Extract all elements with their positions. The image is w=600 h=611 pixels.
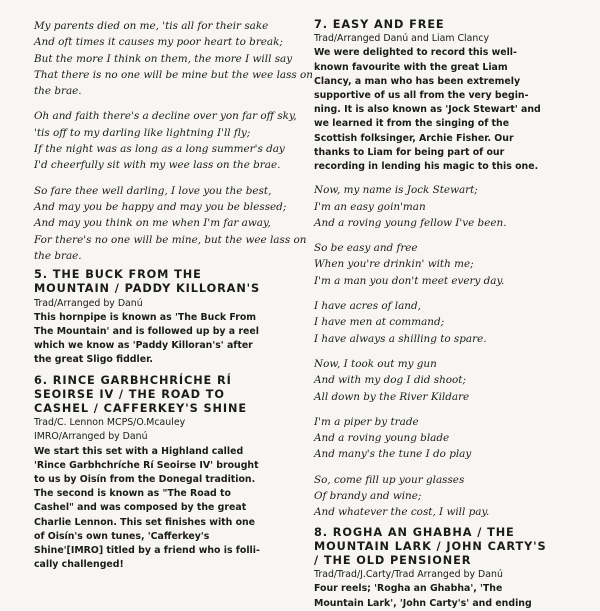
track-5-section [34, 268, 296, 367]
track-credit: Trad/Trad/J.Carty/Trad Arranged by Danú [314, 569, 503, 581]
track-heading: 6. RINCE GARBHCHRÍCHE RÍ SEOIRSE IV / THE ROAD TO CASHEL / CAFFERKEY'S SHINE [34, 373, 247, 415]
lyrics-block [34, 18, 313, 264]
lyric-stanza: Now, I took out my gun And with my dog I did shoot; All down by the River Kildare [314, 357, 470, 403]
track-heading: 7. EASY AND FREE [314, 18, 445, 31]
track-description: Four reels; 'Rogha an Ghabha', 'The Mountain Lark', 'John Carty's' and ending [314, 583, 532, 609]
left-column [34, 18, 313, 572]
track-description: We start this set with a Highland called 'Rince Garbhchríche Rí Seoirse IV' brought to us by Oisín from the Donegal tradition. The second is known as "The Road to Cashel" and was composed by the great Charlie Lennon. This set finishes with one of Oisín's own tunes, 'Cafferkey's Shine'[IMRO] titled by a friend who is folli- cally challenged! [34, 445, 260, 571]
track-description: This hornpipe is known as 'The Buck From The Mountain' and is followed up by a reel which we know as 'Paddy Killoran's' after the great Sligo fiddler. [34, 311, 259, 366]
track-heading: 5. THE BUCK FROM THE MOUNTAIN / PADDY KILLORAN'S [34, 268, 261, 296]
right-column [314, 18, 576, 611]
track-8-section [314, 526, 576, 611]
lyric-stanza: So be easy and free When you're drinkin' with me; I'm a man you don't meet every day. [314, 242, 505, 287]
lyric-stanza: Now, my name is Jock Stewart; I'm an easy goin'man And a roving young fellow I've been. [314, 184, 507, 229]
track-credit: Trad/C. Lennon MCPS/O.Mcauley IMRO/Arranged by Danú [34, 417, 186, 443]
track-credit: Trad/Arranged Danú and Liam Clancy [314, 33, 490, 45]
lyric-stanza: I'm a piper by trade And a roving young blade And many's the tune I do play [314, 415, 472, 461]
lyric-stanza: I have acres of land, I have men at command; I have always a shilling to spare. [314, 300, 487, 345]
track-description: We were delighted to record this well- known favourite with the great Liam Clancy, a man who has been extremely supportive of us all from the very begin- ning. It is also known as 'Jock Stewart' and we learned it from the singing of the Scottish folksinger, Archie Fisher. Our thanks to Liam for being part of our recording in lending his magic to this one. [314, 47, 541, 173]
track-heading: 8. ROGHA AN GHABHA / THE MOUNTAIN LARK / JOHN CARTY'S / THE OLD PENSIONER [314, 525, 547, 567]
lyric-stanza: So fare thee well darling, I love you the best, And may you be happy and may you be blessed; And may you think on me when I'm far away, For there's no one will be mine, but the wee lass on the brae. [34, 184, 307, 262]
lyric-stanza: Oh and faith there's a decline over yon far off sky, 'tis off to my darling like lightning I'll fly; If the night was as long as a long summer's day I'd cheerfully sit with my wee lass on the brae. [34, 110, 297, 172]
lyric-stanza: My parents died on me, 'tis all for their sake And oft times it causes my poor heart to break; But the more I think on them, the more I will say That there is no one will be mine but the wee lass on the brae. [34, 20, 313, 98]
track-6-section [34, 374, 296, 573]
lyric-stanza: So, come fill up your glasses Of brandy and wine; And whatever the cost, I will pay. [314, 473, 490, 519]
track-7-section [314, 18, 576, 174]
lyrics-block [314, 182, 576, 520]
track-credit: Trad/Arranged by Danú [34, 297, 143, 309]
